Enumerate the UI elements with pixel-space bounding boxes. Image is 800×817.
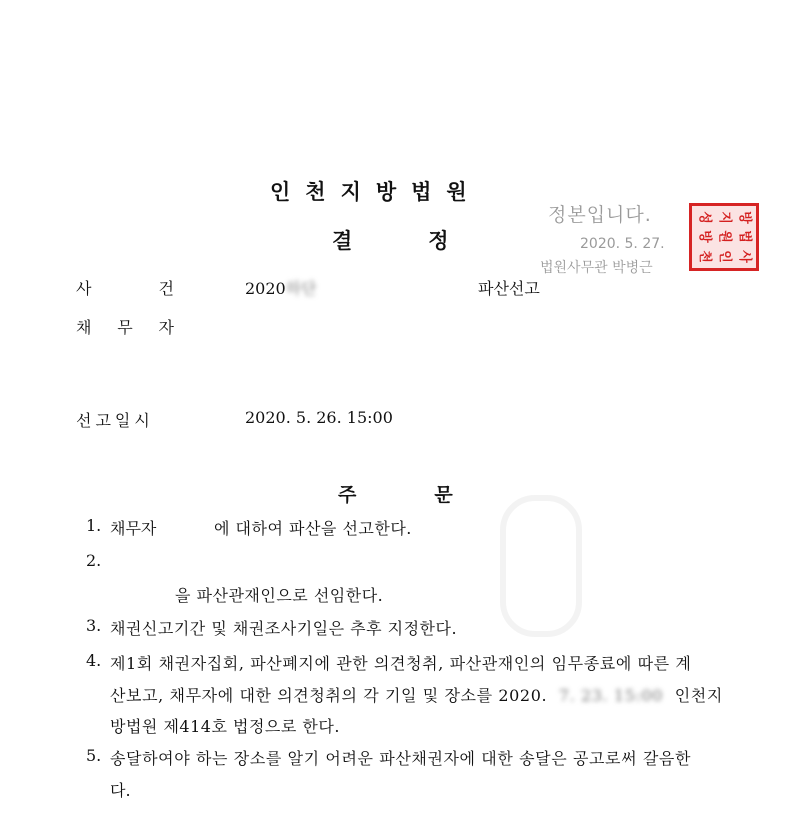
document-title-first: 결 [332, 229, 353, 253]
court-name: 인천지방법원 [270, 180, 482, 204]
sentence-date-label: 선고일시 [76, 411, 154, 430]
order-item-number: 2. [86, 551, 102, 570]
seal-glyph: 법 [736, 230, 752, 244]
seal-glyph: 사 [736, 250, 752, 263]
order-item-3-text: 채권신고기간 및 채권조사기일은 추후 지정한다. [110, 619, 458, 638]
case-number-redacted: 하단 [285, 279, 317, 298]
case-type: 파산선고 [478, 279, 540, 298]
order-item-number: 3. [86, 616, 102, 635]
seal-glyph: 인 [716, 250, 732, 263]
order-item-2-text: 을 파산관재인으로 선임한다. [175, 586, 384, 605]
order-item-number: 4. [86, 651, 102, 670]
seal-glyph: 원 [716, 230, 732, 244]
document-title [332, 225, 449, 255]
hearing-date-redacted: 7. 23. 15:00 [558, 686, 664, 705]
certified-date: 2020. 5. 27. [580, 236, 665, 252]
sentence-date-value: 2020. 5. 26. 15:00 [245, 408, 393, 427]
order-item-number: 1. [86, 516, 102, 535]
order-item-number: 5. [86, 746, 102, 765]
court-clerk-name: 법원사무관 박병근 [540, 260, 653, 276]
order-item-4-line1: 제1회 채권자집회, 파산폐지에 관한 의견청취, 파산관재인의 임무종료에 따른 계 [110, 654, 692, 673]
seal-glyph: 방 [696, 230, 712, 244]
order-item-5-line1: 송달하여야 하는 장소를 알기 어려운 파산채권자에 대한 송달은 공고로써 갈음한 [110, 749, 692, 768]
seal-glyph: 천 [696, 250, 712, 263]
order-item-1-text-b: 에 대하여 파산을 선고한다. [214, 519, 412, 538]
order-item-5-line2: 다. [110, 781, 131, 800]
case-label: 사 건 [76, 279, 174, 298]
case-number: 2020하단 [245, 276, 317, 299]
order-title: 주 문 [338, 484, 453, 506]
seal-glyph: 지 [716, 211, 732, 224]
order-item-4-line3: 방법원 제414호 법정으로 한다. [110, 717, 340, 736]
seal-glyph: 성 [696, 211, 712, 224]
order-item-4-line2: 산보고, 채무자에 대한 의견청취의 각 기일 및 장소를 2020. 7. 23. 15:00 인천지 [110, 686, 723, 705]
document-title-second: 정 [428, 229, 449, 253]
certified-copy-text: 정본입니다. [548, 204, 652, 226]
debtor-label: 채 무 자 [76, 318, 174, 337]
court-seal-stamp [689, 203, 759, 271]
seal-glyph: 방 [736, 211, 752, 224]
background-watermark [500, 495, 582, 637]
order-item-1-text-a: 채무자 [110, 519, 157, 538]
